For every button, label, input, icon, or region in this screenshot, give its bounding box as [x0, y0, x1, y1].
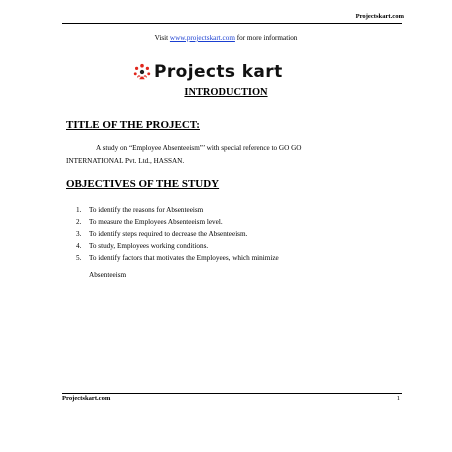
- footer-divider: [62, 393, 402, 394]
- list-item-number: 5.: [76, 254, 82, 262]
- visit-suffix: for more information: [234, 34, 298, 42]
- project-title-line-1: A study on “Employee Absenteeism”’ with special reference to GO GO: [96, 144, 302, 152]
- list-item: [76, 240, 279, 252]
- list-item: [76, 252, 279, 281]
- people-cluster-logo-icon: [133, 63, 151, 81]
- project-title-line-2: INTERNATIONAL Pvt. Ltd., HASSAN.: [66, 157, 185, 165]
- list-item-text: To identify steps required to decrease the Absenteeism.: [89, 230, 248, 238]
- list-item-text: To identify factors that motivates the Employees, which minimize: [89, 254, 279, 262]
- list-item: [76, 228, 279, 240]
- list-item: [76, 204, 279, 216]
- list-item-continuation: Absenteeism: [89, 271, 127, 279]
- objectives-heading: OBJECTIVES OF THE STUDY: [66, 178, 220, 190]
- page-number: 1: [396, 395, 400, 402]
- footer-site-name: Projectskart.com: [62, 395, 111, 402]
- list-item-number: 2.: [76, 218, 82, 226]
- list-item-text: To identify the reasons for Absenteeism: [89, 206, 204, 214]
- project-title-paragraph: [66, 142, 366, 168]
- list-item-text: To study, Employees working conditions.: [89, 242, 209, 250]
- visit-prefix: Visit: [154, 34, 170, 42]
- projects-kart-logo: [133, 62, 283, 82]
- list-item-number: 3.: [76, 230, 82, 238]
- introduction-heading: INTRODUCTION: [184, 87, 268, 98]
- list-item: [76, 216, 279, 228]
- title-of-project-heading: TITLE OF THE PROJECT:: [66, 119, 200, 131]
- visit-line: [0, 34, 452, 42]
- objectives-list: [76, 204, 279, 281]
- list-item-number: 4.: [76, 242, 82, 250]
- logo-text: Projects kart: [154, 62, 283, 82]
- list-item-number: 1.: [76, 206, 82, 214]
- header-site-name: Projectskart.com: [355, 13, 404, 20]
- list-item-text: To measure the Employees Absenteeism level.: [89, 218, 223, 226]
- header-divider: [62, 23, 402, 24]
- website-link[interactable]: www.projectskart.com: [169, 34, 235, 42]
